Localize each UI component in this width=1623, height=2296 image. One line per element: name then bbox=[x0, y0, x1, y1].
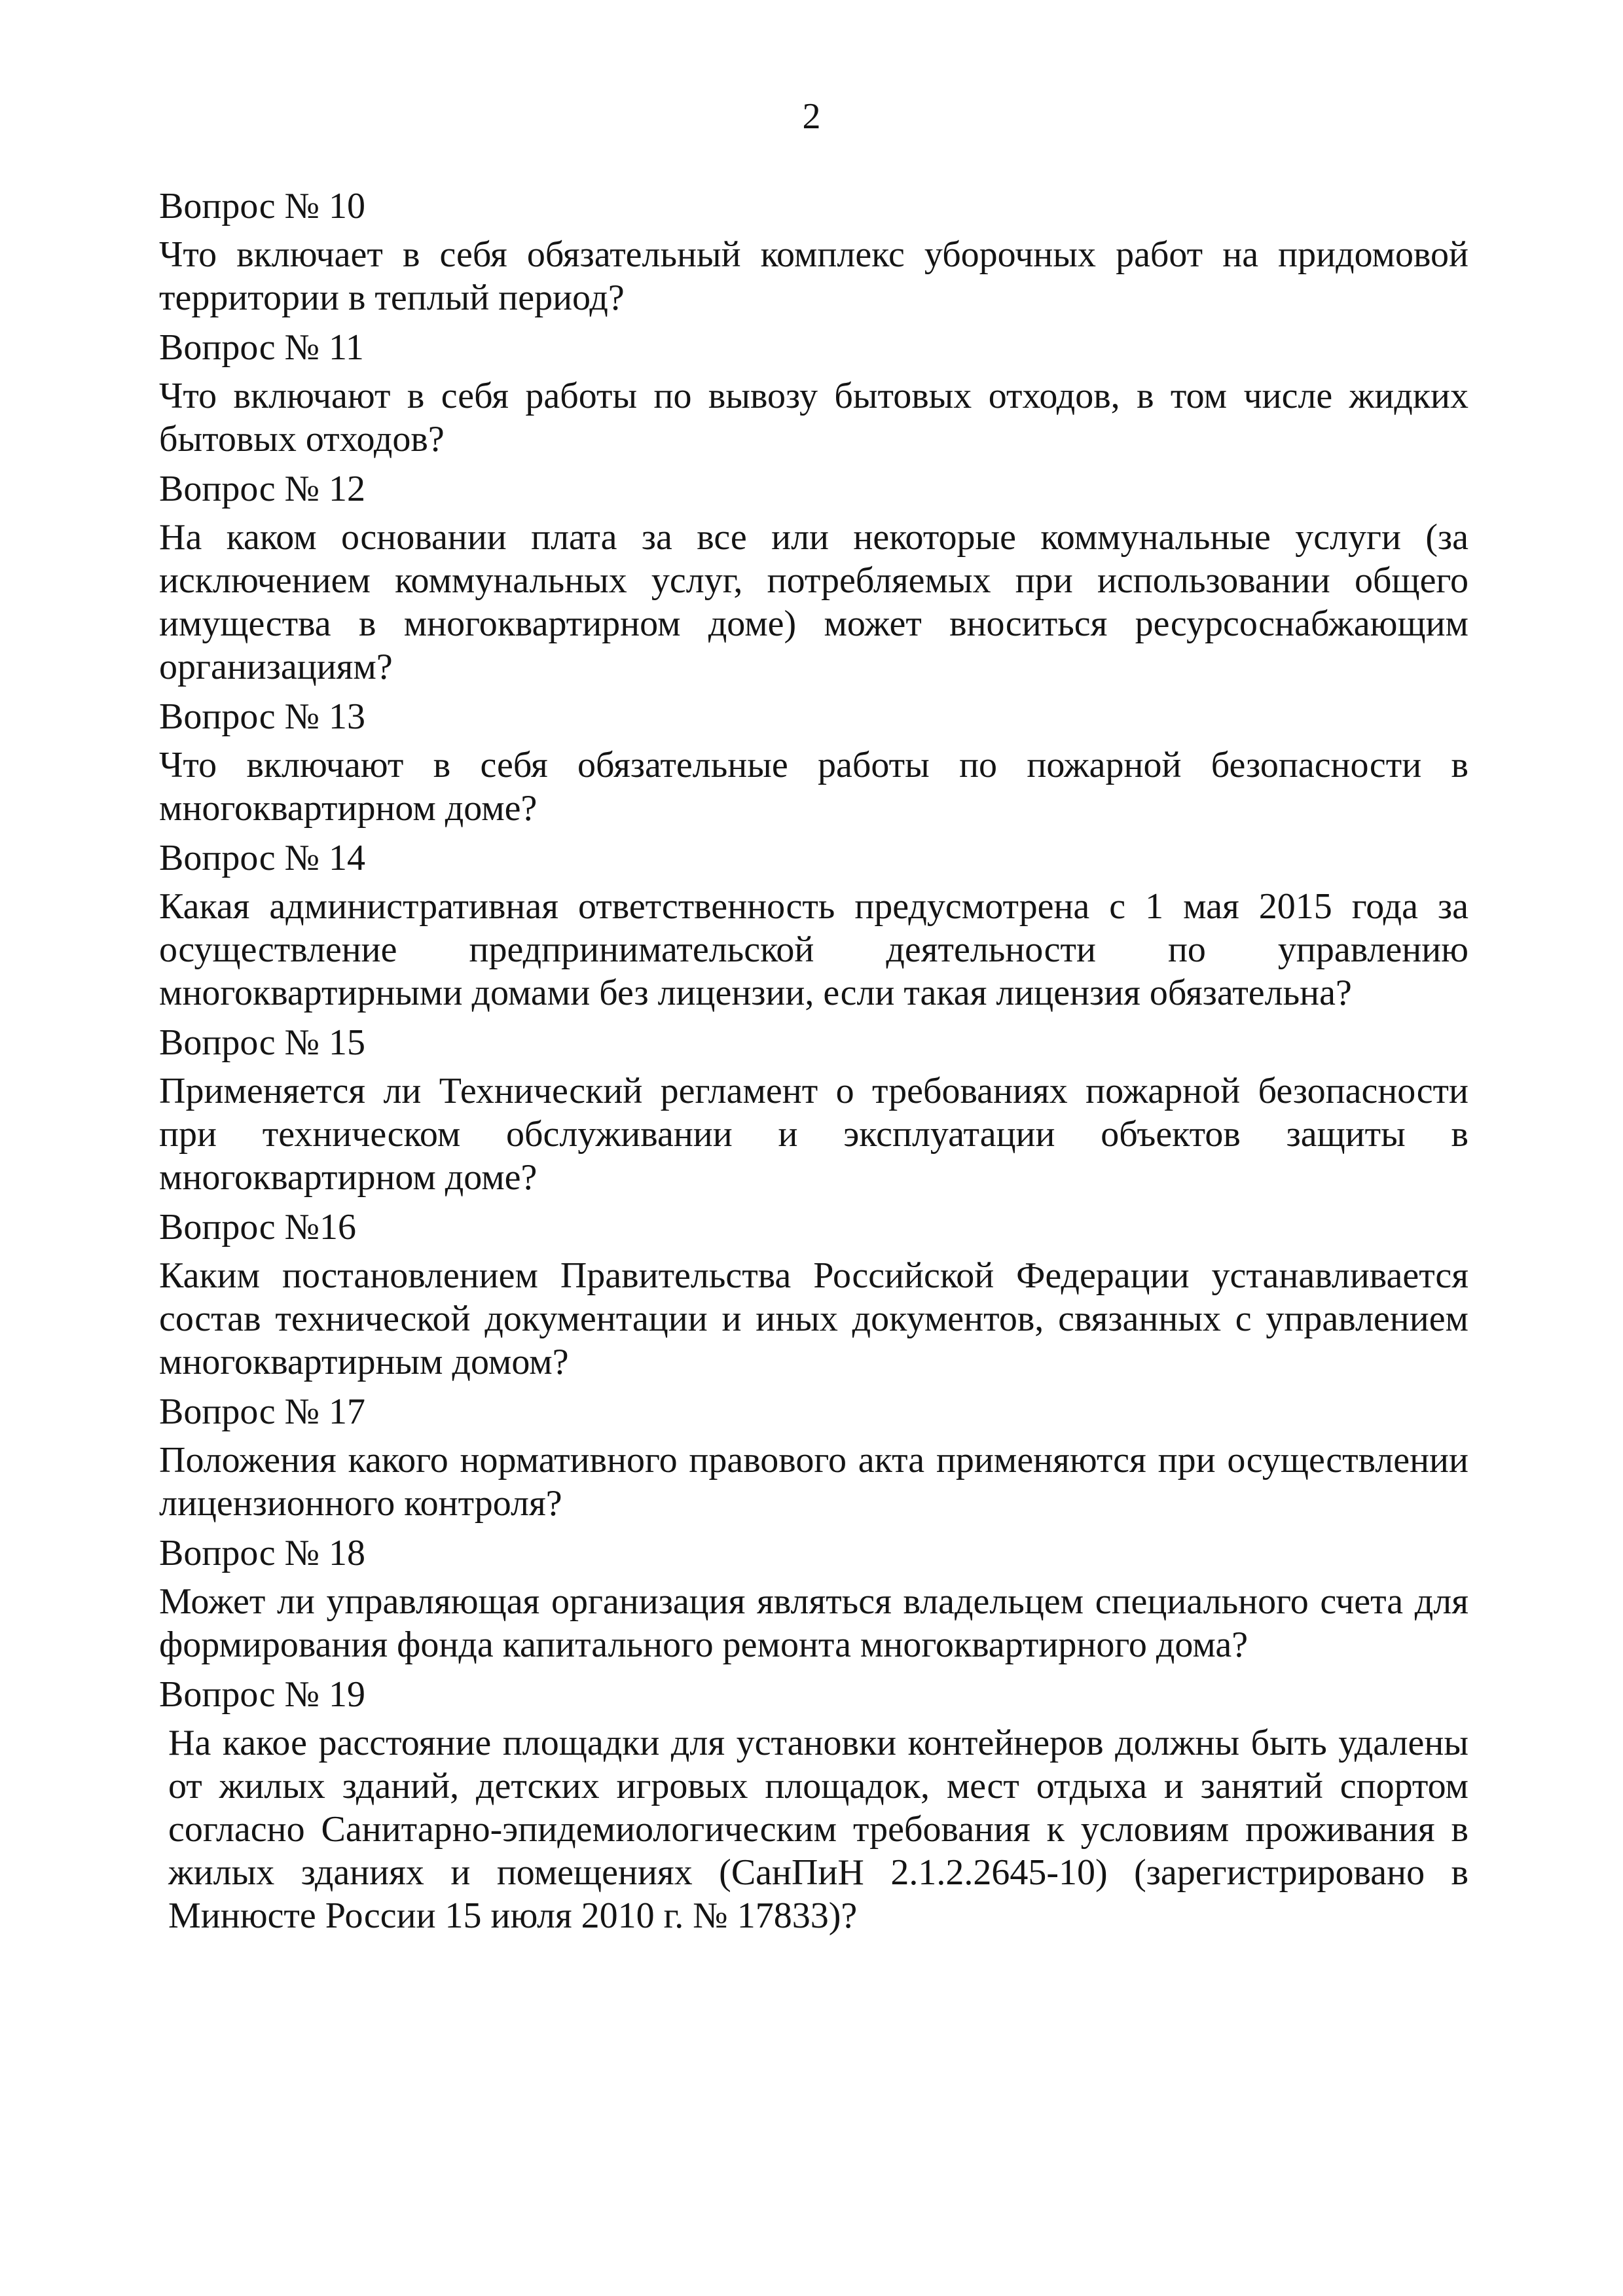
question-text: Может ли управляющая организация являться владельцем специального счета для формирования фонда капитального ремонта многоквартирного дома? bbox=[159, 1581, 1468, 1665]
question-text: Какая административная ответственность предусмотрена с 1 мая 2015 года за осуществление предпринимательской деятельности по управлению многоквартирными домами без лицензии, если такая лицензия обязательна? bbox=[159, 886, 1468, 1013]
question-text: На каком основании плата за все или некоторые коммунальные услуги (за исключением коммунальных услуг, потребляемых при использовании общего имущества в многоквартирном доме) может вноситься ресурсоснабжающим организациям? bbox=[159, 517, 1468, 687]
question-label: Вопрос № 14 bbox=[159, 838, 365, 878]
question-item bbox=[159, 1021, 1468, 1199]
question-label: Вопрос №16 bbox=[159, 1207, 356, 1247]
question-label: Вопрос № 15 bbox=[159, 1022, 365, 1063]
question-text: Каким постановлением Правительства Российской Федерации устанавливается состав технической документации и иных документов, связанных с управлением многоквартирным домом? bbox=[159, 1255, 1468, 1382]
question-item bbox=[159, 467, 1468, 689]
question-label: Вопрос № 13 bbox=[159, 696, 365, 737]
question-text: Что включает в себя обязательный комплекс уборочных работ на придомовой территории в теплый период? bbox=[159, 234, 1468, 318]
question-label: Вопрос № 10 bbox=[159, 186, 365, 226]
question-text: Что включают в себя обязательные работы по пожарной безопасности в многоквартирном доме? bbox=[159, 745, 1468, 829]
question-item bbox=[159, 326, 1468, 461]
question-text: Что включают в себя работы по вывозу бытовых отходов, в том числе жидких бытовых отходов? bbox=[159, 376, 1468, 459]
question-item bbox=[159, 1673, 1468, 1937]
question-text: Положения какого нормативного правового акта применяются при осуществлении лицензионного контроля? bbox=[159, 1440, 1468, 1524]
questions-list bbox=[159, 185, 1468, 1944]
question-label: Вопрос № 18 bbox=[159, 1533, 365, 1573]
question-item bbox=[159, 1532, 1468, 1666]
page-number: 2 bbox=[802, 96, 821, 137]
question-item bbox=[159, 836, 1468, 1014]
question-text: На какое расстояние площадки для установки контейнеров должны быть удалены от жилых зданий, детских игровых площадок, мест отдыха и занятий спортом согласно Санитарно-эпидемиологическим требования к условиям проживания в жилых зданиях и помещениях (СанПиН 2.1.2.2645-10) (зарегистрировано в Минюсте России 15 июля 2010 г. № 17833)? bbox=[168, 1723, 1468, 1936]
question-item bbox=[159, 1206, 1468, 1384]
question-label: Вопрос № 17 bbox=[159, 1391, 365, 1432]
question-label: Вопрос № 11 bbox=[159, 327, 364, 368]
question-item bbox=[159, 1390, 1468, 1525]
question-item bbox=[159, 185, 1468, 319]
question-text: Применяется ли Технический регламент о требованиях пожарной безопасности при техническом обслуживании и эксплуатации объектов защиты в многоквартирном доме? bbox=[159, 1071, 1468, 1198]
question-label: Вопрос № 12 bbox=[159, 469, 365, 509]
question-item bbox=[159, 695, 1468, 830]
question-label: Вопрос № 19 bbox=[159, 1674, 365, 1715]
